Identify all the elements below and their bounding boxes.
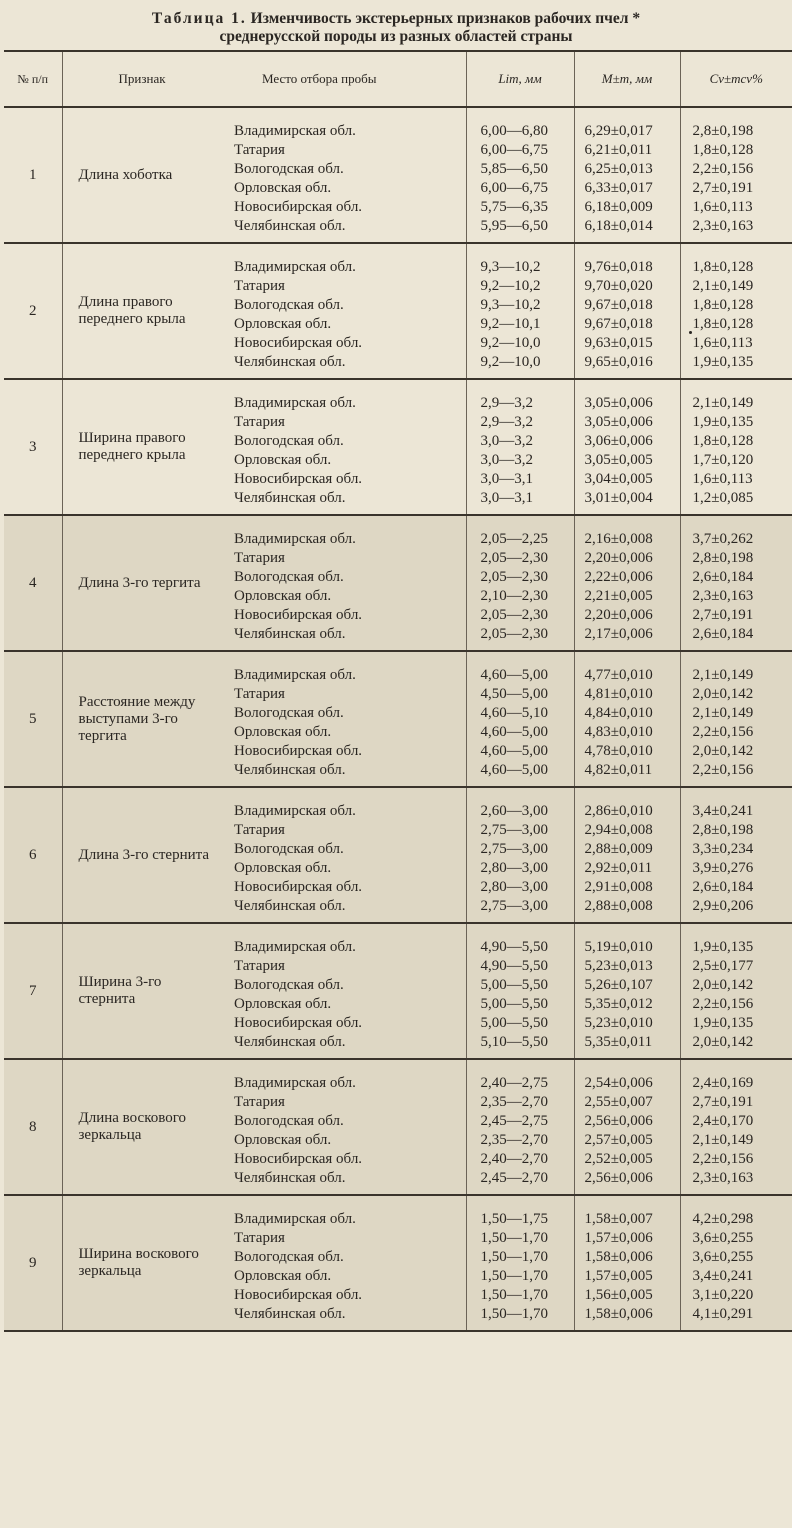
cell-lim: 5,95—6,50: [466, 217, 574, 242]
group-number: 3: [29, 438, 37, 455]
cell-lim: 2,10—2,30: [466, 587, 574, 606]
cell-lim: 9,3—10,2: [466, 296, 574, 315]
cell-cv: 2,1±0,149: [680, 666, 792, 685]
group-sign: Ширина правого переднего крыла: [62, 379, 222, 514]
cell-mean: 1,56±0,005: [574, 1286, 680, 1305]
cell-place: Челябинская обл.: [234, 762, 346, 778]
cell-place: Новосибирская обл.: [234, 1015, 363, 1031]
cell-cv: 3,4±0,241: [680, 802, 792, 821]
cell-mean: 2,88±0,008: [574, 897, 680, 922]
cell-mean: 3,05±0,005: [574, 451, 680, 470]
cell-lim: 9,2—10,0: [466, 334, 574, 353]
cell-cv: 2,2±0,156: [680, 723, 792, 742]
cell-place: Вологодская обл.: [234, 841, 344, 857]
cell-place: Орловская обл.: [234, 588, 332, 604]
cell-cv: 2,3±0,163: [680, 1169, 792, 1194]
cell-lim: 4,60—5,00: [466, 666, 574, 685]
cell-cv: 1,9±0,135: [680, 413, 792, 432]
cell-lim: 2,75—3,00: [466, 840, 574, 859]
cell-lim: 1,50—1,75: [466, 1210, 574, 1229]
cell-place: Владимирская обл.: [234, 259, 356, 275]
cell-mean: 2,20±0,006: [574, 549, 680, 568]
cell-mean: 6,33±0,017: [574, 179, 680, 198]
cell-place: Владимирская обл.: [234, 803, 356, 819]
cell-place: Владимирская обл.: [234, 667, 356, 683]
cell-place: Владимирская обл.: [234, 1211, 356, 1227]
cell-cv: 3,6±0,255: [680, 1248, 792, 1267]
cell-cv: 2,2±0,156: [680, 160, 792, 179]
group-sign: Ширина воскового зеркальца: [62, 1195, 222, 1330]
group-sign: Расстояние между выступами 3-го тергита: [62, 651, 222, 786]
cell-cv: 2,7±0,191: [680, 606, 792, 625]
cell-cv: 2,7±0,191: [680, 179, 792, 198]
cell-mean: 2,94±0,008: [574, 821, 680, 840]
cell-cv: 3,3±0,234: [680, 840, 792, 859]
cell-mean: 2,22±0,006: [574, 568, 680, 587]
table-group: [4, 923, 792, 1059]
cell-mean: 5,26±0,107: [574, 976, 680, 995]
cell-cv: 2,9±0,206: [680, 897, 792, 922]
cell-lim: 2,40—2,75: [466, 1074, 574, 1093]
cell-mean: 5,23±0,010: [574, 1014, 680, 1033]
cell-lim: 5,00—5,50: [466, 995, 574, 1014]
cell-lim: 2,35—2,70: [466, 1093, 574, 1112]
cell-place: Вологодская обл.: [234, 1249, 344, 1265]
cell-cv: 2,2±0,156: [680, 761, 792, 786]
cell-place: Челябинская обл.: [234, 626, 346, 642]
group-number: 2: [29, 302, 37, 319]
cell-lim: 6,00—6,75: [466, 179, 574, 198]
cell-place: Челябинская обл.: [234, 354, 346, 370]
cell-cv: 2,0±0,142: [680, 685, 792, 704]
cell-place: Татария: [234, 414, 285, 430]
cell-mean: 2,92±0,011: [574, 859, 680, 878]
cell-cv: 1,2±0,085: [680, 489, 792, 514]
cell-lim: 5,75—6,35: [466, 198, 574, 217]
cell-cv: 1,6±0,113: [680, 334, 792, 353]
cell-cv: 3,1±0,220: [680, 1286, 792, 1305]
cell-mean: 2,17±0,006: [574, 625, 680, 650]
cell-lim: 2,35—2,70: [466, 1131, 574, 1150]
table-group: [4, 651, 792, 787]
cell-place: Орловская обл.: [234, 724, 332, 740]
cell-cv: 2,3±0,163: [680, 587, 792, 606]
cell-place: Вологодская обл.: [234, 569, 344, 585]
cell-lim: 5,85—6,50: [466, 160, 574, 179]
cell-place: Орловская обл.: [234, 1132, 332, 1148]
cell-cv: 2,6±0,184: [680, 568, 792, 587]
cell-place: Татария: [234, 822, 285, 838]
cell-place: Орловская обл.: [234, 180, 332, 196]
cell-cv: 1,8±0,128: [680, 141, 792, 160]
group-number: 8: [29, 1118, 37, 1135]
cell-cv: 2,2±0,156: [680, 1150, 792, 1169]
cell-place: Новосибирская обл.: [234, 879, 363, 895]
cell-place: Орловская обл.: [234, 316, 332, 332]
cell-mean: 6,21±0,011: [574, 141, 680, 160]
cell-lim: 5,00—5,50: [466, 1014, 574, 1033]
cell-lim: 2,05—2,25: [466, 530, 574, 549]
cell-lim: 6,00—6,75: [466, 141, 574, 160]
cell-place: Вологодская обл.: [234, 1113, 344, 1129]
cell-cv: 2,4±0,169: [680, 1074, 792, 1093]
cell-mean: 4,78±0,010: [574, 742, 680, 761]
cell-lim: 2,45—2,70: [466, 1169, 574, 1194]
cell-cv: 1,9±0,135: [680, 1014, 792, 1033]
cell-lim: 4,60—5,00: [466, 723, 574, 742]
header-num: № п/п: [4, 51, 62, 107]
cell-lim: 2,40—2,70: [466, 1150, 574, 1169]
cell-cv: 3,7±0,262: [680, 530, 792, 549]
cell-mean: 9,70±0,020: [574, 277, 680, 296]
group-number: 7: [29, 982, 37, 999]
table-group: [4, 107, 792, 243]
header-place: Место отбора пробы: [222, 51, 466, 107]
group-number: 4: [29, 574, 37, 591]
cell-lim: 2,05—2,30: [466, 606, 574, 625]
cell-lim: 3,0—3,2: [466, 451, 574, 470]
table-group: [4, 1195, 792, 1331]
cell-lim: 1,50—1,70: [466, 1229, 574, 1248]
cell-mean: 3,05±0,006: [574, 413, 680, 432]
cell-place: Новосибирская обл.: [234, 743, 363, 759]
cell-cv: 3,6±0,255: [680, 1229, 792, 1248]
cell-cv: 1,6±0,113: [680, 198, 792, 217]
table-group: [4, 379, 792, 515]
table-group: [4, 787, 792, 923]
cell-cv: 2,1±0,149: [680, 394, 792, 413]
cell-mean: 4,83±0,010: [574, 723, 680, 742]
cell-mean: 2,86±0,010: [574, 802, 680, 821]
cell-mean: 2,57±0,005: [574, 1131, 680, 1150]
cell-mean: 5,35±0,011: [574, 1033, 680, 1058]
header-sign: Признак: [62, 51, 222, 107]
cell-lim: 2,05—2,30: [466, 568, 574, 587]
cell-place: Татария: [234, 686, 285, 702]
cell-lim: 5,10—5,50: [466, 1033, 574, 1058]
cell-mean: 2,55±0,007: [574, 1093, 680, 1112]
group-sign: Длина воскового зеркальца: [62, 1059, 222, 1194]
cell-mean: 4,82±0,011: [574, 761, 680, 786]
cell-place: Татария: [234, 278, 285, 294]
cell-cv: 2,6±0,184: [680, 625, 792, 650]
cell-place: Татария: [234, 142, 285, 158]
cell-lim: 2,60—3,00: [466, 802, 574, 821]
cell-mean: 6,18±0,009: [574, 198, 680, 217]
cell-lim: 3,0—3,1: [466, 470, 574, 489]
cell-place: Владимирская обл.: [234, 939, 356, 955]
cell-mean: 9,63±0,015: [574, 334, 680, 353]
cell-mean: 6,25±0,013: [574, 160, 680, 179]
group-sign: Ширина 3-го стернита: [62, 923, 222, 1058]
cell-mean: 9,67±0,018: [574, 296, 680, 315]
cell-lim: 4,90—5,50: [466, 938, 574, 957]
group-separator: [4, 1330, 792, 1331]
cell-lim: 2,75—3,00: [466, 821, 574, 840]
cell-place: Новосибирская обл.: [234, 471, 363, 487]
cell-place: Новосибирская обл.: [234, 335, 363, 351]
cell-cv: 1,8±0,128: [680, 258, 792, 277]
group-number: 9: [29, 1254, 37, 1271]
cell-lim: 5,00—5,50: [466, 976, 574, 995]
cell-place: Татария: [234, 1094, 285, 1110]
cell-mean: 4,81±0,010: [574, 685, 680, 704]
group-sign: Длина 3-го стернита: [62, 787, 222, 922]
cell-lim: 9,2—10,1: [466, 315, 574, 334]
table-header: [4, 51, 792, 107]
cell-lim: 2,9—3,2: [466, 394, 574, 413]
cell-cv: 2,3±0,163: [680, 217, 792, 242]
cell-mean: 2,91±0,008: [574, 878, 680, 897]
cell-mean: 6,29±0,017: [574, 122, 680, 141]
cell-mean: 3,01±0,004: [574, 489, 680, 514]
group-sign: Длина правого переднего крыла: [62, 243, 222, 378]
cell-place: Новосибирская обл.: [234, 1151, 363, 1167]
cell-place: Владимирская обл.: [234, 395, 356, 411]
cell-mean: 2,21±0,005: [574, 587, 680, 606]
cell-lim: 9,2—10,2: [466, 277, 574, 296]
cell-place: Орловская обл.: [234, 1268, 332, 1284]
cell-place: Татария: [234, 550, 285, 566]
cell-mean: 2,54±0,006: [574, 1074, 680, 1093]
cell-lim: 2,05—2,30: [466, 549, 574, 568]
cell-lim: 4,90—5,50: [466, 957, 574, 976]
cell-place: Вологодская обл.: [234, 977, 344, 993]
cell-cv: 2,8±0,198: [680, 821, 792, 840]
cell-mean: 9,65±0,016: [574, 353, 680, 378]
cell-lim: 1,50—1,70: [466, 1248, 574, 1267]
cell-mean: 1,57±0,006: [574, 1229, 680, 1248]
header-lim: Lim, мм: [466, 51, 574, 107]
cell-cv: 2,8±0,198: [680, 549, 792, 568]
cell-lim: 3,0—3,2: [466, 432, 574, 451]
cell-lim: 2,75—3,00: [466, 897, 574, 922]
table-caption: [0, 0, 792, 50]
cell-place: Челябинская обл.: [234, 1034, 346, 1050]
cell-lim: 2,80—3,00: [466, 859, 574, 878]
header-cv: Cv±mcv%: [680, 51, 792, 107]
cell-place: Орловская обл.: [234, 996, 332, 1012]
cell-place: Владимирская обл.: [234, 531, 356, 547]
cell-cv: 1,8±0,128: [680, 432, 792, 451]
cell-place: Орловская обл.: [234, 452, 332, 468]
cell-cv: 1,9±0,135: [680, 353, 792, 378]
cell-cv: 2,0±0,142: [680, 742, 792, 761]
header-mean: M±m, мм: [574, 51, 680, 107]
cell-mean: 1,58±0,006: [574, 1248, 680, 1267]
cell-mean: 4,84±0,010: [574, 704, 680, 723]
cell-mean: 9,76±0,018: [574, 258, 680, 277]
cell-cv: 2,0±0,142: [680, 1033, 792, 1058]
cell-cv: 1,8±0,128: [680, 296, 792, 315]
cell-place: Орловская обл.: [234, 860, 332, 876]
cell-place: Челябинская обл.: [234, 218, 346, 234]
cell-lim: 2,45—2,75: [466, 1112, 574, 1131]
cell-place: Новосибирская обл.: [234, 1287, 363, 1303]
cell-lim: 9,2—10,0: [466, 353, 574, 378]
cell-mean: 2,56±0,006: [574, 1112, 680, 1131]
group-number: 1: [29, 166, 37, 183]
cell-cv: 1,9±0,135: [680, 938, 792, 957]
cell-lim: 3,0—3,1: [466, 489, 574, 514]
cell-mean: 1,58±0,007: [574, 1210, 680, 1229]
cell-lim: 4,60—5,00: [466, 742, 574, 761]
cell-cv: 2,7±0,191: [680, 1093, 792, 1112]
cell-lim: 4,60—5,10: [466, 704, 574, 723]
cell-cv: 3,9±0,276: [680, 859, 792, 878]
cell-lim: 1,50—1,70: [466, 1305, 574, 1330]
cell-cv: 2,0±0,142: [680, 976, 792, 995]
cell-lim: 1,50—1,70: [466, 1267, 574, 1286]
cell-place: Челябинская обл.: [234, 898, 346, 914]
cell-lim: 1,50—1,70: [466, 1286, 574, 1305]
cell-place: Вологодская обл.: [234, 705, 344, 721]
group-sign: Длина 3-го тергита: [62, 515, 222, 650]
cell-mean: 5,35±0,012: [574, 995, 680, 1014]
cell-place: Новосибирская обл.: [234, 199, 363, 215]
cell-cv: 2,1±0,149: [680, 1131, 792, 1150]
group-number: 5: [29, 710, 37, 727]
cell-mean: 2,56±0,006: [574, 1169, 680, 1194]
cell-mean: 2,16±0,008: [574, 530, 680, 549]
cell-place: Новосибирская обл.: [234, 607, 363, 623]
cell-mean: 1,57±0,005: [574, 1267, 680, 1286]
cell-lim: 4,50—5,00: [466, 685, 574, 704]
caption-prefix: Таблица 1.: [151, 10, 247, 27]
cell-place: Владимирская обл.: [234, 1075, 356, 1091]
cell-lim: 6,00—6,80: [466, 122, 574, 141]
cell-place: Челябинская обл.: [234, 1306, 346, 1322]
cell-mean: 6,18±0,014: [574, 217, 680, 242]
cell-place: Вологодская обл.: [234, 433, 344, 449]
cell-cv: 2,6±0,184: [680, 878, 792, 897]
table-group: [4, 1059, 792, 1195]
table-group: [4, 243, 792, 379]
cell-mean: 3,05±0,006: [574, 394, 680, 413]
cell-cv: 1,8±0,128: [680, 315, 792, 334]
cell-place: Челябинская обл.: [234, 490, 346, 506]
cell-mean: 5,19±0,010: [574, 938, 680, 957]
caption-line-1: Изменчивость экстерьерных признаков рабочих пчел *: [250, 10, 641, 27]
cell-place: Вологодская обл.: [234, 161, 344, 177]
cell-lim: 2,80—3,00: [466, 878, 574, 897]
cell-mean: 3,06±0,006: [574, 432, 680, 451]
cell-lim: 9,3—10,2: [466, 258, 574, 277]
group-sign: Длина хоботка: [62, 107, 222, 242]
cell-cv: 1,7±0,120: [680, 451, 792, 470]
cell-mean: 2,88±0,009: [574, 840, 680, 859]
cell-cv: 4,2±0,298: [680, 1210, 792, 1229]
cell-place: Татария: [234, 1230, 285, 1246]
cell-cv: 1,6±0,113: [680, 470, 792, 489]
cell-lim: 4,60—5,00: [466, 761, 574, 786]
cell-lim: 2,05—2,30: [466, 625, 574, 650]
cell-lim: 2,9—3,2: [466, 413, 574, 432]
cell-mean: 1,58±0,006: [574, 1305, 680, 1330]
cell-mean: 5,23±0,013: [574, 957, 680, 976]
print-speck: [689, 331, 692, 334]
caption-line-2: среднерусской породы из разных областей страны: [219, 28, 573, 45]
cell-mean: 3,04±0,005: [574, 470, 680, 489]
table-group: [4, 515, 792, 651]
cell-cv: 3,4±0,241: [680, 1267, 792, 1286]
cell-place: Вологодская обл.: [234, 297, 344, 313]
cell-place: Татария: [234, 958, 285, 974]
cell-place: Владимирская обл.: [234, 123, 356, 139]
cell-cv: 2,2±0,156: [680, 995, 792, 1014]
cell-cv: 2,1±0,149: [680, 277, 792, 296]
cell-cv: 2,1±0,149: [680, 704, 792, 723]
cell-mean: 2,52±0,005: [574, 1150, 680, 1169]
cell-cv: 2,4±0,170: [680, 1112, 792, 1131]
cell-mean: 2,20±0,006: [574, 606, 680, 625]
data-table: [4, 50, 792, 1332]
group-number: 6: [29, 846, 37, 863]
cell-cv: 2,8±0,198: [680, 122, 792, 141]
cell-cv: 4,1±0,291: [680, 1305, 792, 1330]
cell-place: Челябинская обл.: [234, 1170, 346, 1186]
cell-mean: 4,77±0,010: [574, 666, 680, 685]
cell-mean: 9,67±0,018: [574, 315, 680, 334]
cell-cv: 2,5±0,177: [680, 957, 792, 976]
